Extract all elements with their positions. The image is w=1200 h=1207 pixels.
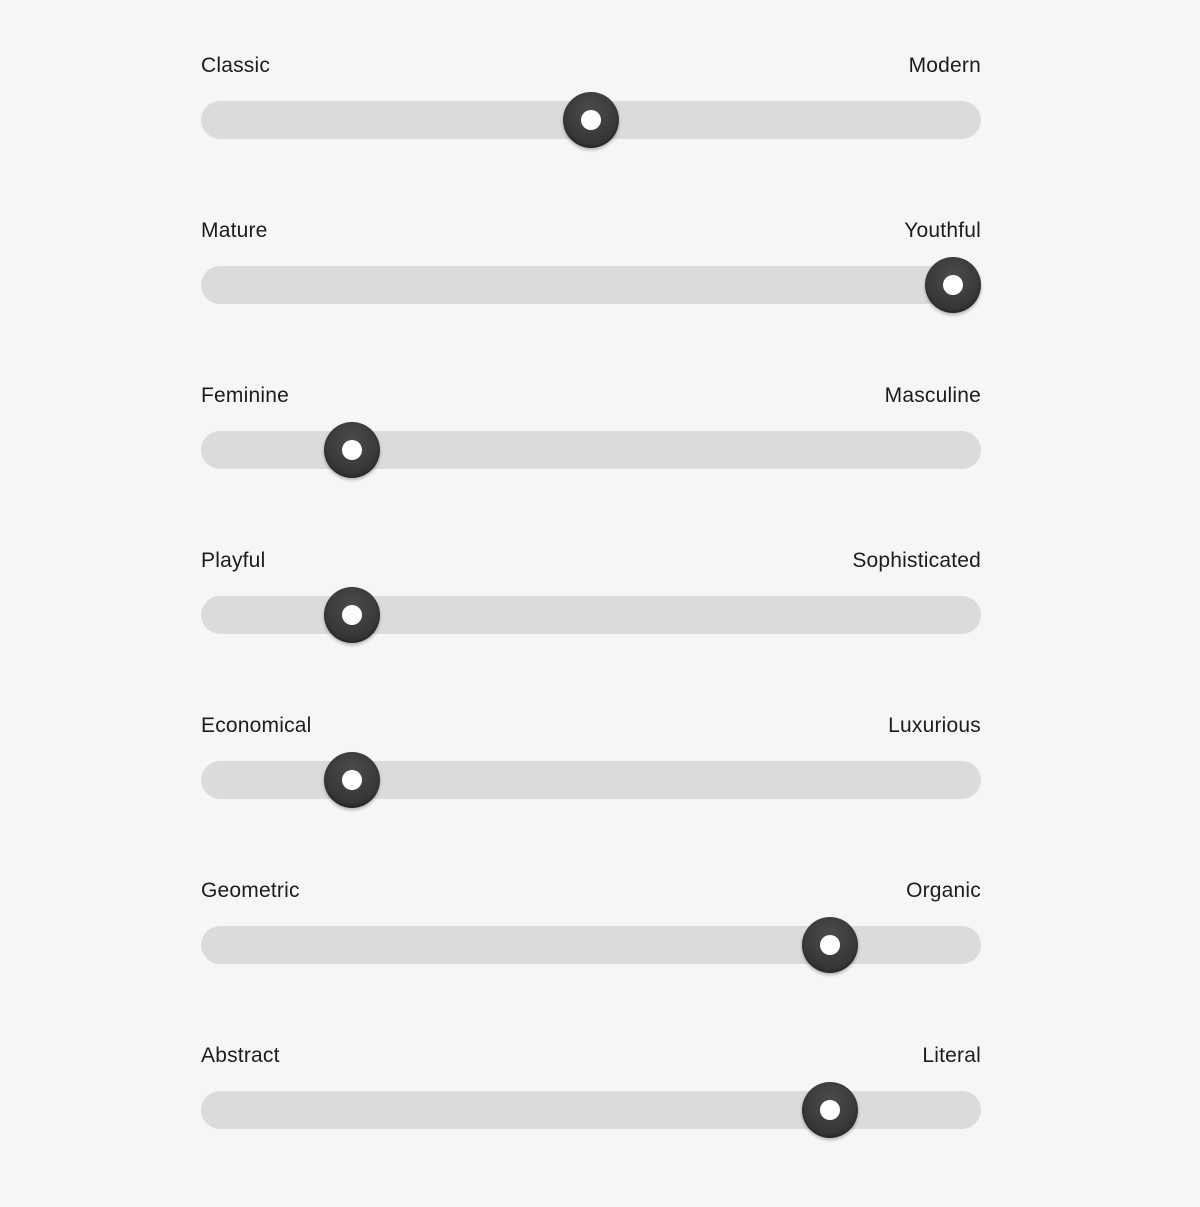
right-label: Organic — [906, 879, 981, 902]
slider-thumb[interactable] — [925, 257, 981, 313]
slider-playful-sophisticated — [201, 547, 981, 712]
slider-track[interactable] — [201, 431, 981, 469]
slider-economical-luxurious — [201, 712, 981, 877]
brand-attribute-sliders — [201, 52, 981, 1207]
slider-mature-youthful — [201, 217, 981, 382]
slider-labels — [201, 547, 981, 577]
slider-labels — [201, 877, 981, 907]
slider-thumb[interactable] — [563, 92, 619, 148]
right-label: Literal — [922, 1044, 981, 1067]
left-label: Feminine — [201, 384, 289, 407]
slider-thumb[interactable] — [802, 917, 858, 973]
left-label: Abstract — [201, 1044, 280, 1067]
right-label: Youthful — [904, 219, 981, 242]
thumb-center-dot — [342, 440, 362, 460]
thumb-center-dot — [581, 110, 601, 130]
thumb-center-dot — [943, 275, 963, 295]
slider-geometric-organic — [201, 877, 981, 1042]
slider-labels — [201, 382, 981, 412]
left-label: Mature — [201, 219, 268, 242]
right-label: Modern — [908, 54, 981, 77]
slider-thumb[interactable] — [324, 422, 380, 478]
left-label: Economical — [201, 714, 312, 737]
slider-labels — [201, 217, 981, 247]
left-label: Geometric — [201, 879, 300, 902]
slider-abstract-literal — [201, 1042, 981, 1207]
thumb-center-dot — [342, 605, 362, 625]
slider-track[interactable] — [201, 1091, 981, 1129]
slider-labels — [201, 1042, 981, 1072]
thumb-center-dot — [342, 770, 362, 790]
slider-track[interactable] — [201, 596, 981, 634]
left-label: Playful — [201, 549, 266, 572]
slider-labels — [201, 712, 981, 742]
right-label: Sophisticated — [852, 549, 981, 572]
thumb-center-dot — [820, 1100, 840, 1120]
thumb-center-dot — [820, 935, 840, 955]
slider-track[interactable] — [201, 761, 981, 799]
slider-track[interactable] — [201, 926, 981, 964]
slider-track[interactable] — [201, 266, 981, 304]
slider-labels — [201, 52, 981, 82]
slider-thumb[interactable] — [324, 587, 380, 643]
slider-classic-modern — [201, 52, 981, 217]
slider-track[interactable] — [201, 101, 981, 139]
slider-feminine-masculine — [201, 382, 981, 547]
right-label: Masculine — [884, 384, 981, 407]
left-label: Classic — [201, 54, 271, 77]
slider-thumb[interactable] — [324, 752, 380, 808]
slider-thumb[interactable] — [802, 1082, 858, 1138]
right-label: Luxurious — [888, 714, 981, 737]
